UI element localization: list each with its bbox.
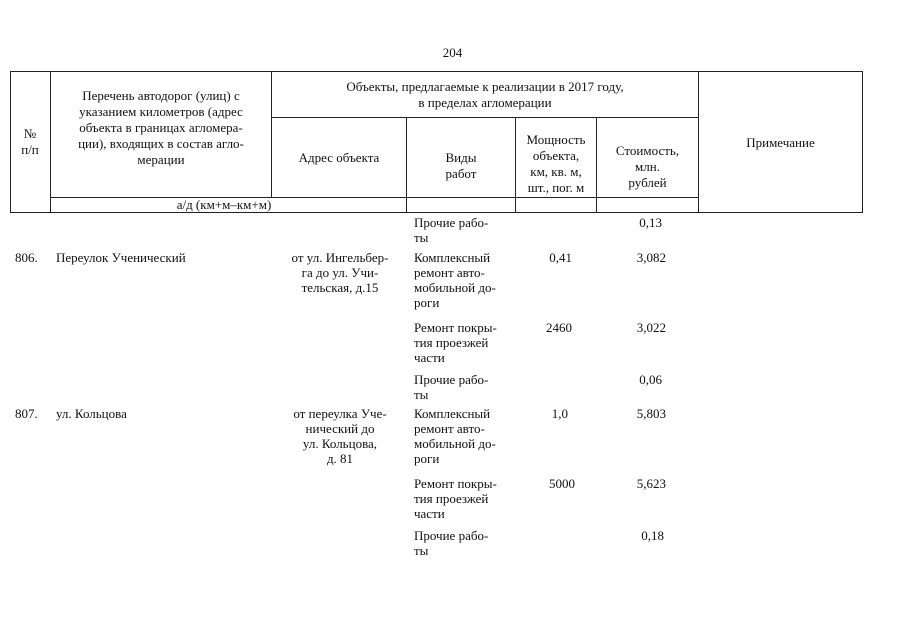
work-capacity: 0,41 <box>549 250 572 265</box>
work-type: Прочие рабо- ты <box>414 372 489 402</box>
work-cost: 0,06 <box>639 372 662 387</box>
work-cost: 5,623 <box>636 476 666 491</box>
work-type: Ремонт покры- тия проезжей части <box>414 320 497 365</box>
row-number: 807. <box>15 406 38 421</box>
header-col-objects-group: Объекты, предлагаемые к реализации в 2017 году, в пределах агломерации <box>346 79 624 110</box>
header-col-cost: Стоимость, млн. рублей <box>615 143 680 190</box>
work-cost: 0,13 <box>639 215 662 230</box>
object-address: от ул. Ингельбер- га до ул. Учи- тельская, д.15 <box>291 250 389 295</box>
work-type: Комплексный ремонт авто- мобильной до- роги <box>414 406 496 466</box>
work-type: Комплексный ремонт авто- мобильной до- роги <box>414 250 496 310</box>
work-cost: 3,022 <box>636 320 666 335</box>
road-name: ул. Кольцова <box>56 406 127 421</box>
work-type: Ремонт покры- тия проезжей части <box>414 476 497 521</box>
work-type: Прочие рабо- ты <box>414 215 489 245</box>
page-number: 204 <box>442 45 463 60</box>
header-col-note: Примечание <box>746 135 815 150</box>
header-col-capacity: Мощность объекта, км, кв. м, шт., пог. м <box>526 132 586 195</box>
work-cost: 0,18 <box>641 528 664 543</box>
header-col-no: № п/п <box>21 126 39 157</box>
work-capacity: 2460 <box>546 320 572 335</box>
work-cost: 5,803 <box>636 406 666 421</box>
work-type: Прочие рабо- ты <box>414 528 489 558</box>
row-number: 806. <box>15 250 38 265</box>
header-sub-road-format: а/д (км+м–км+м) <box>176 197 272 212</box>
header-col-works: Виды работ <box>445 150 477 181</box>
road-name: Переулок Ученический <box>56 250 186 265</box>
work-cost: 3,082 <box>636 250 666 265</box>
header-col-address: Адрес объекта <box>298 150 380 165</box>
object-address: от переулка Уче- нический до ул. Кольцова, д. 81 <box>293 406 387 466</box>
work-capacity: 5000 <box>549 476 575 491</box>
header-col-roads: Перечень автодорог (улиц) с указанием километров (адрес объекта в границах агломера- ции), входящих в состав агло- мерации <box>78 88 244 167</box>
work-capacity: 1,0 <box>551 406 568 421</box>
